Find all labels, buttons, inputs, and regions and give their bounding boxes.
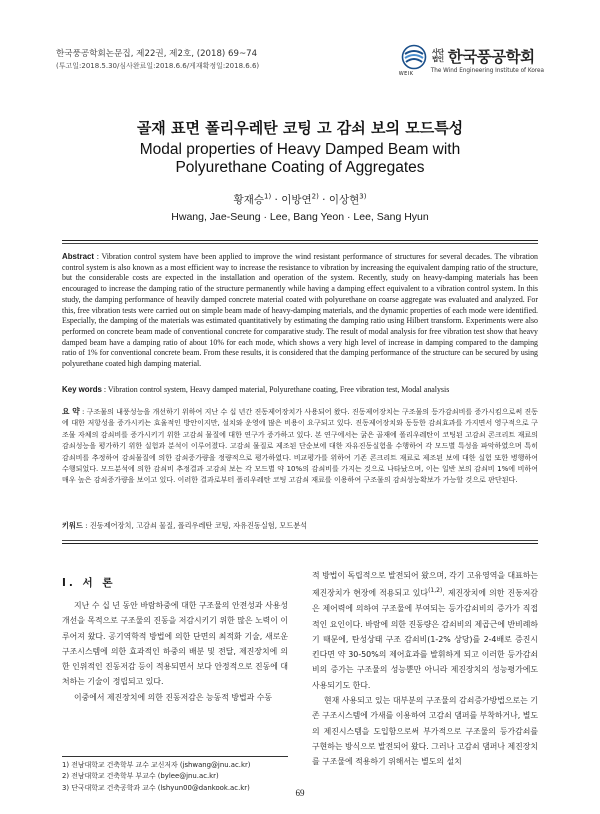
logo-name-en: The Wind Engineering Institute of Korea bbox=[430, 67, 544, 74]
title-english-line2: Polyurethane Coating of Aggregates bbox=[175, 159, 425, 176]
bottom-rule bbox=[62, 543, 538, 544]
author-2-mark: 2) bbox=[311, 192, 319, 201]
abstract-text: : Vibration control system have been applied to improve the wind resistant performance of structures for several decades. The vibration control system is also known as a most efficient way to increase the resistance to vibration by increasing the equivalent damping ratio of the structure, but the considerable costs are expected in the installation and operation of the system. Recently, study on heavy-damping materials has been encouraged to increase the damping ratio of the structure permanently while having a damping effect equivalent to a vibration control system. In this study, the damping performance of heavily damped concrete material coated with polyurethane on coarse aggregate was evaluated and analyzed. For this, free vibration tests were carried out on simple beam made of heavy-damping materials, and the dynamic properties of each mode were identified. Especially, the damping of the materials was estimated quantitatively by estimating the damping ratio using Hilbert transform. Experiments were also performed on concrete beam made of conventional concrete for comparative study. The result of modal analysis for free vibration test show that heavy damped beam have a damping ratio of about 10% for each mode, which shows a very high level of increase in damping compared to the damping ratio of 1% for conventional concrete beam. From these results, it is considered that the damping performance of the structure can be secured by using polyurethane coated high damping material. bbox=[62, 252, 538, 369]
journal-header bbox=[56, 48, 259, 72]
logo-small-text: 사단법인 bbox=[431, 47, 444, 63]
top-rule bbox=[62, 240, 538, 241]
logo-name-kr: 한국풍공학회 bbox=[447, 47, 535, 66]
logo-acronym: WEIK bbox=[398, 71, 414, 77]
wind-logo-icon bbox=[401, 44, 427, 70]
keywords-text: : Vibration control system, Heavy damped material, Polyurethane coating, Free vibration test, Modal analysis bbox=[101, 385, 450, 394]
bottom-rule-thin bbox=[62, 540, 538, 541]
title-english bbox=[0, 141, 600, 177]
keywords-label: Key words bbox=[62, 385, 102, 394]
korean-abstract-text: : 구조물의 내풍성능을 개선하기 위하여 지난 수 십 년간 진동제어장치가 사용되어 왔다. 진동제어장치는 구조물의 등가감쇠비를 증가시킴으로써 진동에 대한 저항성을 증가시키는 효율적인 방안이지만, 설치와 운영에 많은 비용이 요구되고 있다. 진동제어장치와 동등한 감쇠효과를 가지면서 영구적으로 구조물 자체의 감쇠비를 증가시키기 위한 고감쇠 물질에 대한 연구가 증가하고 있다. 본 연구에서는 굵은 골재에 폴리우레탄이 코팅된 고감쇠 콘크리트 재료의 감쇠성능을 평가하기 위한 실험과 분석이 이루어졌다. 고감쇠 물질로 제조된 단순보에 대한 자유진동실험을 수행하여 각 모드별 특성을 파악하였으며 특히 감쇠비를 추정하여 감쇠물질에 의한 감쇠증가량을 정량적으로 평가하였다. 비교평가를 위하여 기존 콘크리트 재료로 제조된 보에 대한 실험 또한 병행하여 수행되었다. 모드분석에 의한 감쇠비 추정결과 고감쇠 보는 각 모드별 약 10%의 감쇠비를 가지는 것으로 나타났으며, 이는 일반 보의 감쇠비 1%에 비하여 매우 높은 감쇠증가량을 보이고 있다. 이러한 결과로부터 폴리우레탄 코팅 고감쇠 재료를 이용하여 구조물의 감쇠성능확보가 가능할 것으로 판단된다. bbox=[62, 407, 538, 485]
author-1-mark: 1) bbox=[263, 192, 272, 201]
author-2: 이방연 bbox=[281, 194, 312, 206]
citation-ref: (1,2) bbox=[428, 587, 443, 595]
journal-citation: 한국풍공학회논문집, 제22권, 제2호, (2018) 69~74 bbox=[56, 49, 258, 59]
abstract bbox=[62, 252, 538, 370]
paragraph: 현재 사용되고 있는 대부분의 구조물의 감쇠증가방법으로는 기존 구조시스템에 가새를 이용하여 고감쇠 댐퍼를 부착하거나, 별도의 제진시스템을 도입함으로써 부가적으로 구조물의 등가감쇠를 구현하는 방식으로 발전되어 왔다. 그러나 고감쇠 댐퍼나 제진장치를 구조물에 적용하기 위해서는 별도의 설치 bbox=[312, 696, 538, 767]
page-number: 69 bbox=[295, 788, 305, 798]
society-logo bbox=[398, 44, 544, 77]
korean-keywords-text: : 진동제어장치, 고감쇠 물질, 폴리우레탄 코팅, 자유진동실험, 모드분석 bbox=[82, 521, 308, 530]
author-3-mark: 3) bbox=[359, 192, 367, 201]
footnote: 1) 전남대학교 건축학부 교수 교신저자 (jshwang@jnu.ac.kr) bbox=[62, 761, 251, 769]
authors-english: Hwang, Jae-Seung · Lee, Bang Yeon · Lee, Sang Hyun bbox=[171, 211, 429, 223]
paragraph-text: . 제진장치에 의한 진동저감은 제어력에 의하여 구조물에 부여되는 등가감쇠비의 증가가 직접적인 요인이다. 바람에 의한 진동량은 감쇠비의 제곱근에 반비례하기 때문에, 탄성상태 구조 감쇠비(1-2% 상당)를 2-4배로 증진시킨다면 약 30-50%의 제어효과를 발휘하게 되고 이러한 등가감쇠비의 증가는 구조물의 성능뿐만 아니라 제진장치의 성능평가에도 사용되기도 한다. bbox=[312, 588, 538, 690]
paragraph: 지난 수 십 년 동안 바람하중에 대한 구조물의 안전성과 사용성 개선을 목적으로 구조물의 진동을 저감시키기 위한 많은 노력이 이루어져 왔다. 공기역학적 방법에 의한 단면의 최적화 기술, 새로운 구조시스템에 의한 효과적인 하중의 배분 및 전달, 제진장치에 의한 인위적인 진동저감 등이 적용되면서 보다 안정적으로 진동에 대처하는 기술이 정립되고 있다. bbox=[62, 601, 288, 687]
submission-dates: (투고일:2018.5.30/심사완료일:2018.6.6/게재확정일:2018.6.6) bbox=[56, 62, 260, 70]
keywords bbox=[62, 385, 538, 394]
korean-keywords bbox=[62, 521, 538, 531]
footnote: 3) 단국대학교 건축공학과 교수 (lshyun00@dankook.ac.kr) bbox=[62, 783, 250, 792]
abstract-label: Abstract bbox=[62, 252, 95, 261]
top-rule-thin bbox=[62, 243, 538, 244]
paragraph-text: 적 방법이 독립적으로 발전되어 왔으며, 각기 고유영역을 대표하는 제진장치가 현장에 적용되고 있다 bbox=[312, 571, 538, 598]
author-separator: · bbox=[318, 194, 329, 206]
title-korean: 골재 표면 폴리우레탄 코팅 고 감쇠 보의 모드특성 bbox=[136, 119, 464, 137]
korean-keywords-label: 키워드 bbox=[62, 521, 83, 530]
paragraph bbox=[312, 568, 538, 693]
author-separator: · bbox=[271, 194, 282, 206]
paragraph: 이중에서 제진장치에 의한 진동저감은 능동적 방법과 수동 bbox=[74, 692, 272, 702]
body-column-left bbox=[62, 598, 288, 705]
section-title: I. 서 론 bbox=[62, 577, 116, 589]
korean-abstract bbox=[62, 406, 538, 486]
authors-korean bbox=[0, 192, 600, 207]
author-1: 황재승 bbox=[233, 194, 264, 206]
korean-abstract-label: 요 약 bbox=[62, 407, 80, 416]
author-3: 이상현 bbox=[328, 194, 360, 206]
title-english-line1: Modal properties of Heavy Damped Beam with bbox=[139, 141, 461, 158]
body-column-right bbox=[312, 568, 538, 769]
footnote: 2) 전남대학교 건축학부 부교수 (bylee@jnu.ac.kr) bbox=[62, 772, 219, 781]
footnote-rule bbox=[62, 756, 288, 757]
